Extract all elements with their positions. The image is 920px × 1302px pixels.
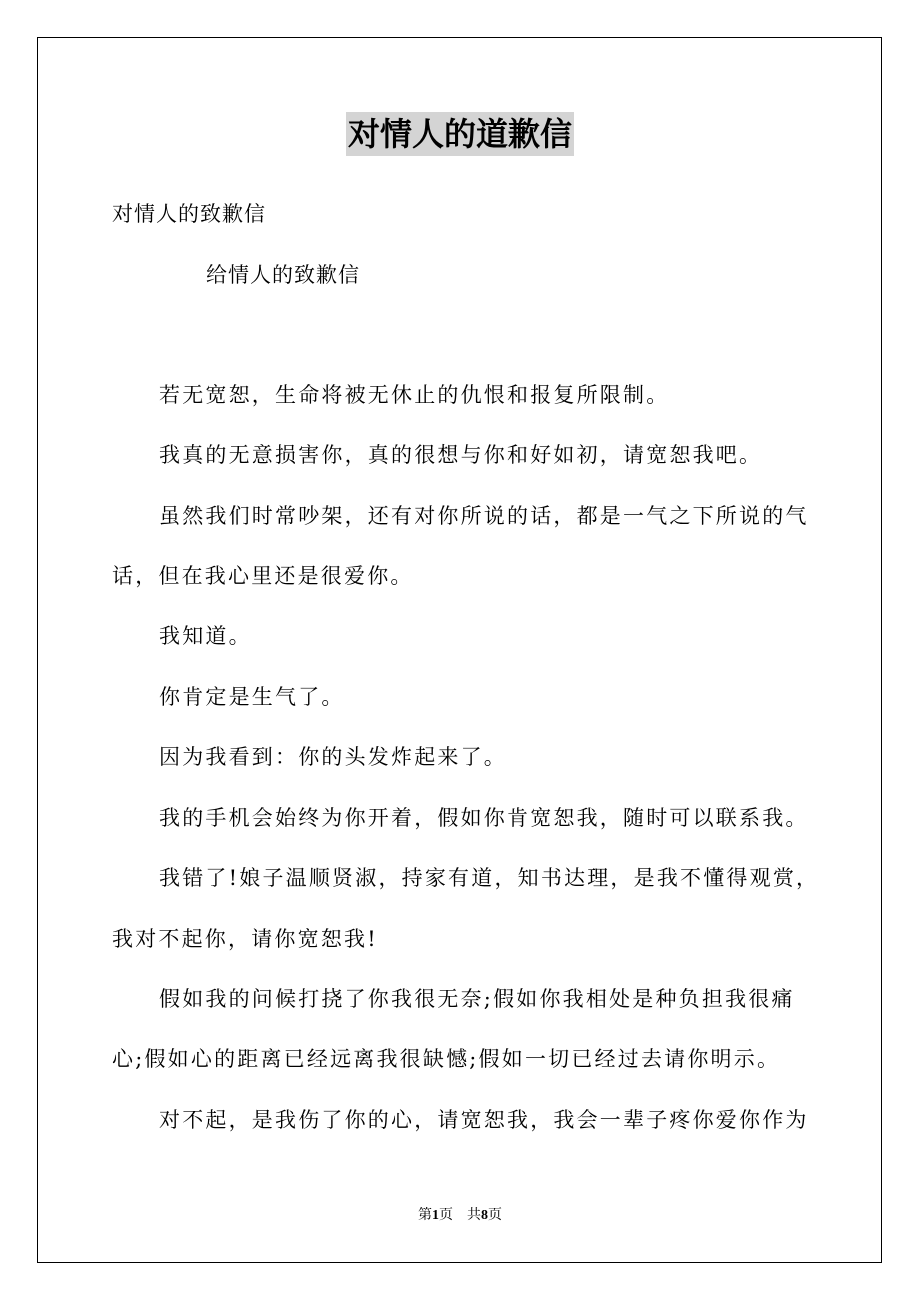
body-line-12: 心;假如心的距离已经远离我很缺憾;假如一切已经过去请你明示。 <box>112 1047 781 1071</box>
footer-page-total: 8 <box>481 1208 488 1223</box>
footer-page-current: 1 <box>432 1208 439 1223</box>
body-line-10: 我对不起你，请你宽恕我! <box>112 927 378 951</box>
body-line-4: 话，但在我心里还是很爱你。 <box>112 564 414 588</box>
body-line-5: 我知道。 <box>159 624 252 648</box>
body-line-11: 假如我的问候打挠了你我很无奈;假如你我相处是种负担我很痛 <box>159 987 795 1011</box>
body-line-8: 我的手机会始终为你开着，假如你肯宽恕我，随时可以联系我。 <box>159 806 809 830</box>
body-line-2: 我真的无意损害你，真的很想与你和好如初，请宽恕我吧。 <box>159 443 763 467</box>
body-line-6: 你肯定是生气了。 <box>159 685 345 709</box>
body-line-13: 对不起，是我伤了你的心，请宽恕我，我会一辈子疼你爱你作为 <box>159 1108 809 1132</box>
subtitle-2: 给情人的致歉信 <box>206 263 360 287</box>
body-line-3: 虽然我们时常吵架，还有对你所说的话，都是一气之下所说的气 <box>159 504 809 528</box>
footer-page-suffix: 页 <box>439 1208 453 1223</box>
subtitle-1: 对情人的致歉信 <box>112 202 266 226</box>
footer-total-prefix: 共 <box>467 1208 481 1223</box>
body-line-9: 我错了!娘子温顺贤淑，持家有道，知书达理，是我不懂得观赏， <box>159 866 820 890</box>
document-title-text: 对情人的道歉信 <box>346 112 574 156</box>
footer-total-suffix: 页 <box>488 1208 502 1223</box>
body-line-1: 若无宽恕，生命将被无休止的仇恨和报复所限制。 <box>159 383 670 407</box>
footer-page-prefix: 第 <box>418 1208 432 1223</box>
page-footer <box>0 1207 920 1225</box>
body-line-7: 因为我看到：你的头发炸起来了。 <box>159 745 507 769</box>
document-title <box>0 112 920 156</box>
